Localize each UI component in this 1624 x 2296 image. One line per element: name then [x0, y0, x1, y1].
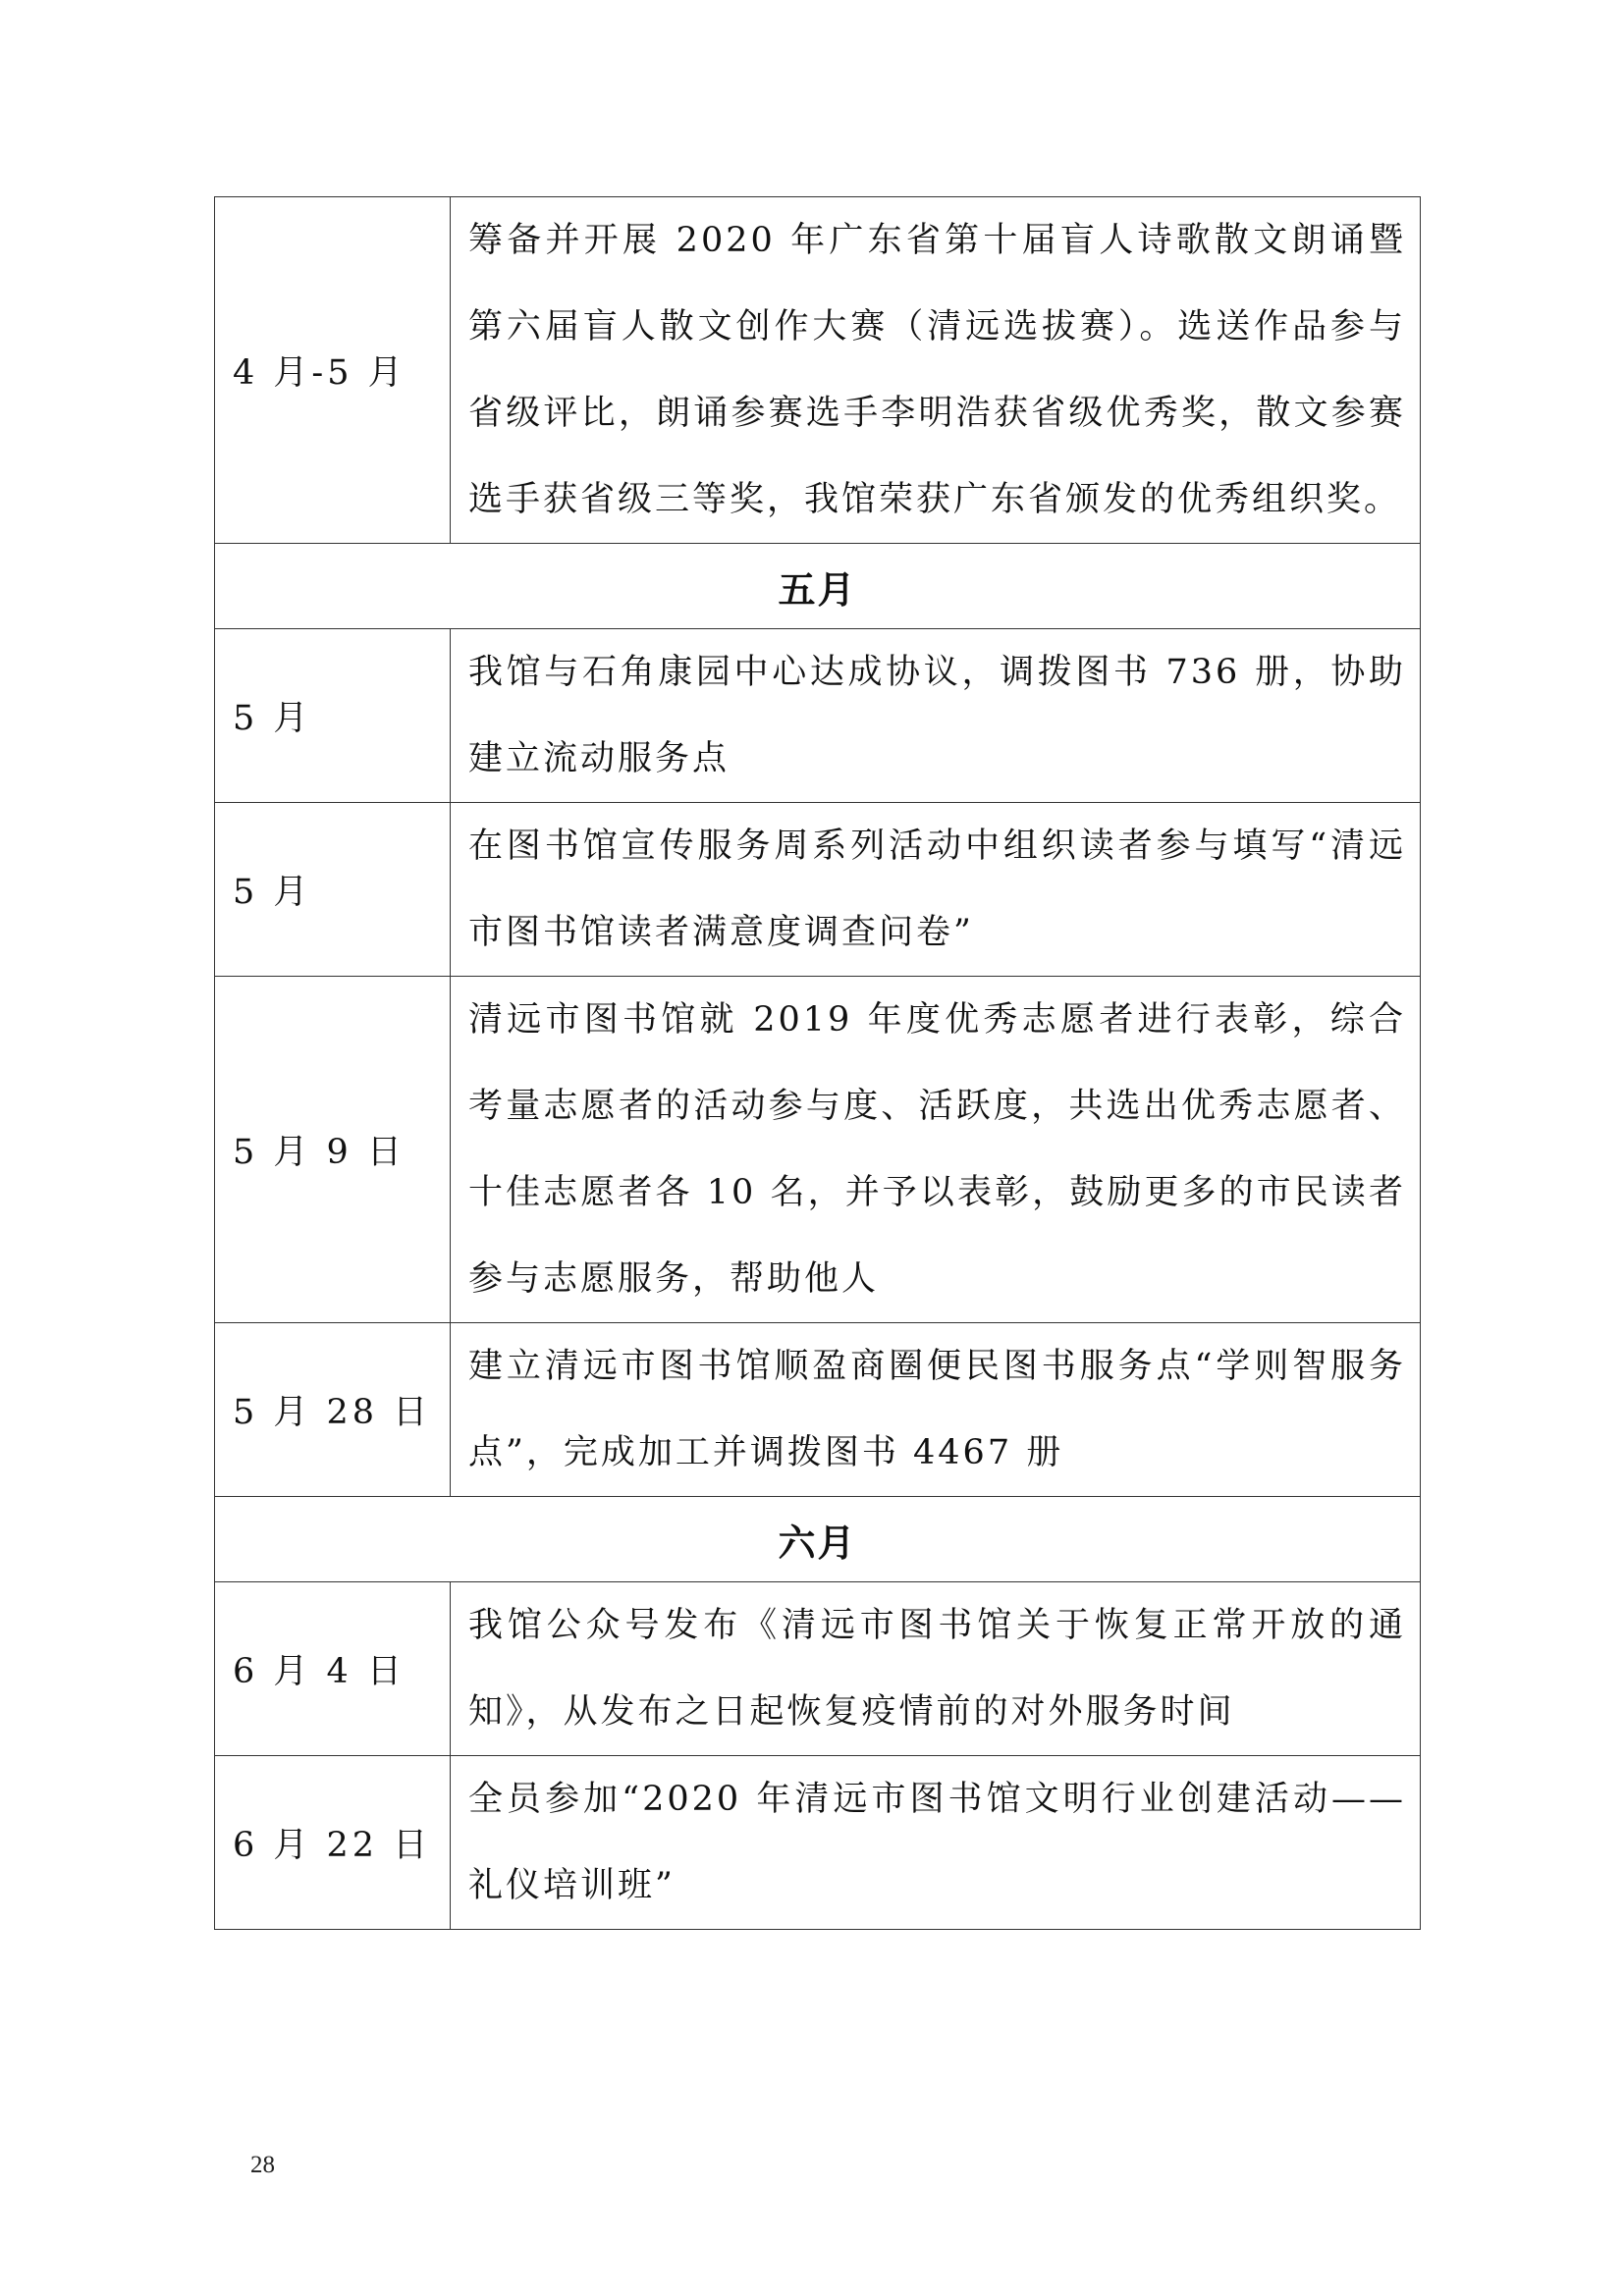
- month-header-row: [215, 544, 1421, 629]
- page-number: 28: [250, 2152, 275, 2178]
- event-description: 我馆公众号发布《清远市图书馆关于恢复正常开放的通知》，从发布之日起恢复疫情前的对外服务时间: [451, 1582, 1421, 1756]
- table-row: [215, 197, 1421, 544]
- event-date: 6 月 22 日: [215, 1756, 451, 1930]
- events-table: [214, 196, 1421, 1930]
- table-row: [215, 803, 1421, 977]
- table-row: [215, 1582, 1421, 1756]
- event-date: 4 月-5 月: [215, 197, 451, 544]
- event-date: 5 月: [215, 629, 451, 803]
- month-header: 五月: [215, 544, 1421, 629]
- event-date: 5 月: [215, 803, 451, 977]
- event-description: 建立清远市图书馆顺盈商圈便民图书服务点“学则智服务点”，完成加工并调拨图书 4467 册: [451, 1323, 1421, 1497]
- table-row: [215, 1323, 1421, 1497]
- event-date: 5 月 28 日: [215, 1323, 451, 1497]
- month-header: 六月: [215, 1497, 1421, 1582]
- event-description: 我馆与石角康园中心达成协议，调拨图书 736 册，协助建立流动服务点: [451, 629, 1421, 803]
- event-description: 筹备并开展 2020 年广东省第十届盲人诗歌散文朗诵暨第六届盲人散文创作大赛（清远选拔赛）。选送作品参与省级评比，朗诵参赛选手李明浩获省级优秀奖，散文参赛选手获省级三等奖，我馆荣获广东省颁发的优秀组织奖。: [451, 197, 1421, 544]
- table-row: [215, 629, 1421, 803]
- event-description: 全员参加“2020 年清远市图书馆文明行业创建活动——礼仪培训班”: [451, 1756, 1421, 1930]
- event-description: 清远市图书馆就 2019 年度优秀志愿者进行表彰，综合考量志愿者的活动参与度、活跃度，共选出优秀志愿者、十佳志愿者各 10 名，并予以表彰，鼓励更多的市民读者参与志愿服务，帮助他人: [451, 977, 1421, 1323]
- table-row: [215, 977, 1421, 1323]
- table-row: [215, 1756, 1421, 1930]
- event-date: 6 月 4 日: [215, 1582, 451, 1756]
- event-description: 在图书馆宣传服务周系列活动中组织读者参与填写“清远市图书馆读者满意度调查问卷”: [451, 803, 1421, 977]
- event-date: 5 月 9 日: [215, 977, 451, 1323]
- month-header-row: [215, 1497, 1421, 1582]
